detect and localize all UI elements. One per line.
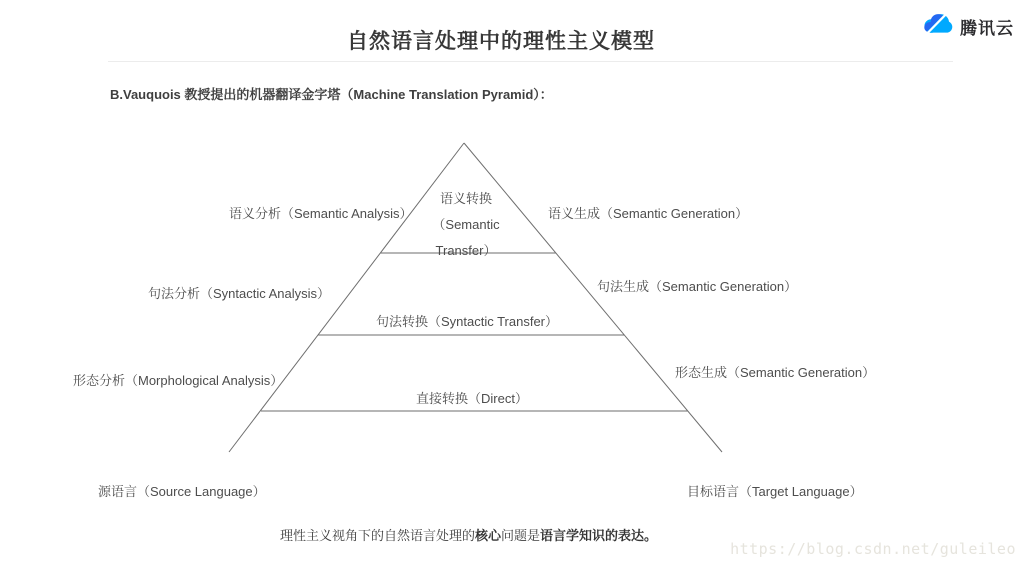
label-semantic-transfer xyxy=(432,186,499,264)
label-morphological-generation: 形态生成（Semantic Generation） xyxy=(675,365,876,380)
csdn-watermark: https://blog.csdn.net/guleileo xyxy=(730,540,1016,558)
summary-part-2: 核心 xyxy=(475,528,502,543)
diagram-caption: B.Vauquois 教授提出的机器翻译金字塔（Machine Translation Pyramid）： xyxy=(110,87,553,102)
label-semantic-transfer-line2: （Semantic xyxy=(432,217,500,232)
label-syntactic-transfer: 句法转换（Syntactic Transfer） xyxy=(375,314,559,329)
label-direct-transfer: 直接转换（Direct） xyxy=(416,391,528,406)
label-syntactic-generation: 句法生成（Semantic Generation） xyxy=(597,279,798,294)
label-semantic-transfer-line3: Transfer） xyxy=(435,243,497,258)
label-source-language: 源语言（Source Language） xyxy=(98,484,266,499)
summary-part-3: 问题是 xyxy=(501,528,541,543)
label-target-language: 目标语言（Target Language） xyxy=(687,484,863,499)
label-semantic-generation: 语义生成（Semantic Generation） xyxy=(548,206,749,221)
summary-part-4: 语言学知识的表达。 xyxy=(540,528,658,543)
label-morphological-analysis: 形态分析（Morphological Analysis） xyxy=(73,373,284,388)
tencent-cloud-wordmark: 腾讯云 xyxy=(960,18,1014,38)
label-syntactic-analysis: 句法分析（Syntactic Analysis） xyxy=(148,286,331,301)
label-semantic-analysis: 语义分析（Semantic Analysis） xyxy=(229,206,413,221)
page-title: 自然语言处理中的理性主义模型 xyxy=(347,30,655,53)
label-semantic-transfer-line1: 语义转换 xyxy=(439,191,493,206)
summary-sentence xyxy=(280,525,657,544)
summary-part-1: 理性主义视角下的自然语言处理的 xyxy=(280,528,476,543)
